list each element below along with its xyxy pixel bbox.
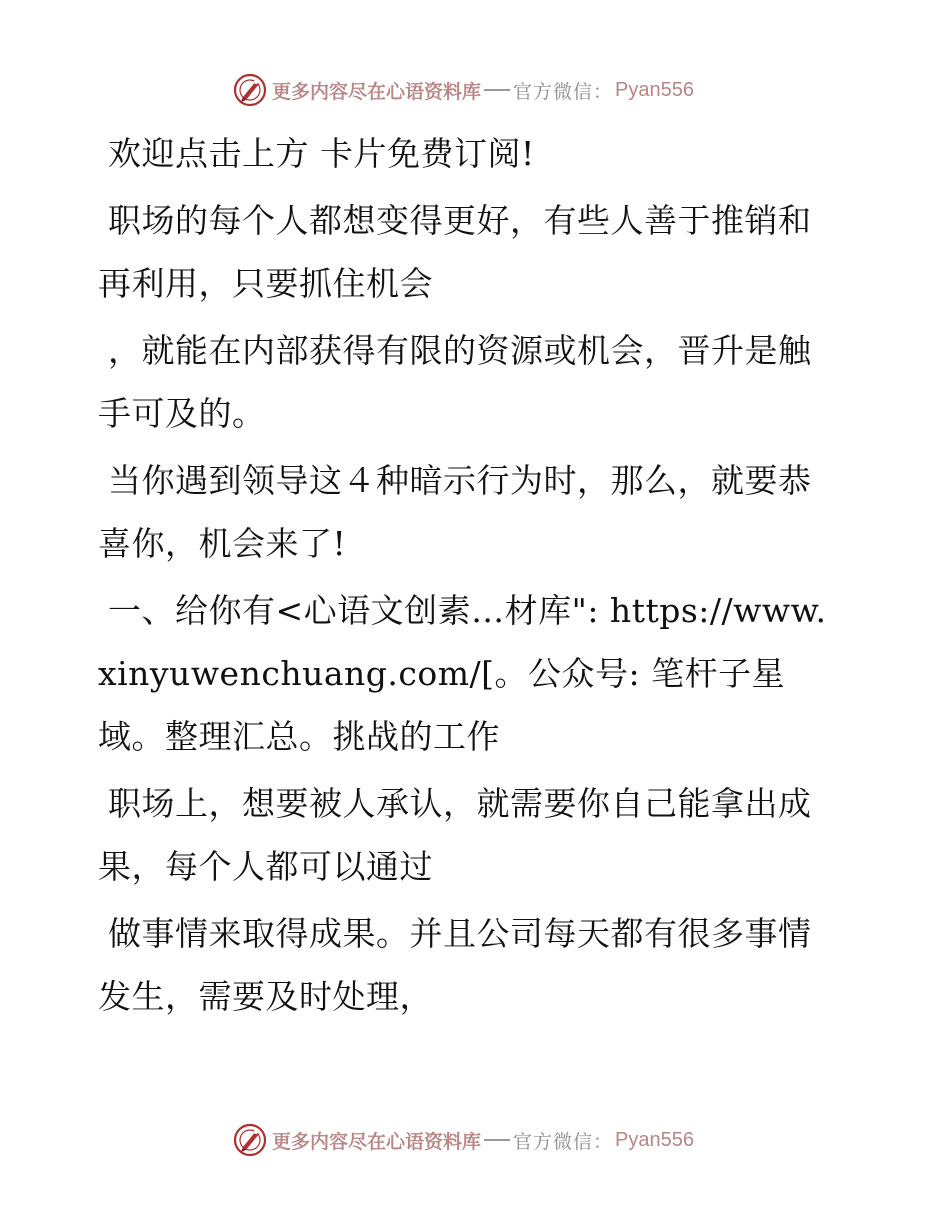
banner-official-label: 官方微信： [513, 1130, 614, 1153]
pen-logo-icon [232, 1122, 268, 1158]
paragraph: 欢迎点击上方 卡片免费订阅! [108, 134, 535, 173]
banner-official-label: 官方微信： [513, 80, 614, 103]
banner-dash [484, 1139, 510, 1141]
document-body [98, 122, 838, 1032]
paragraph: ，就能在内部获得有限的资源或机会，晋升是触手可及的。 [98, 331, 812, 433]
paragraph: 做事情来取得成果。并且公司每天都有很多事情发生，需要及时处理， [98, 914, 812, 1016]
paragraph: 职场的每个人都想变得更好，有些人善于推销和再利用，只要抓住机会 [98, 201, 812, 303]
pen-logo-icon [232, 72, 268, 108]
banner-title: 更多内容尽在心语资料库 [272, 1130, 482, 1153]
banner-dash [484, 89, 510, 91]
header-banner [232, 70, 694, 110]
footer-banner [232, 1120, 694, 1160]
paragraph: 当你遇到领导这４种暗示行为时，那么，就要恭喜你，机会来了! [98, 461, 812, 563]
banner-wechat-id: Pyan556 [615, 78, 694, 101]
paragraph: 一、给你有<心语文创素…材库": https://www.xinyuwenchuang.com/[。公众号: 笔杆子星域。整理汇总。挑战的工作 [98, 591, 827, 756]
banner-wechat-id: Pyan556 [615, 1128, 694, 1151]
banner-title: 更多内容尽在心语资料库 [272, 80, 482, 103]
paragraph: 职场上，想要被人承认，就需要你自己能拿出成果，每个人都可以通过 [98, 784, 812, 886]
